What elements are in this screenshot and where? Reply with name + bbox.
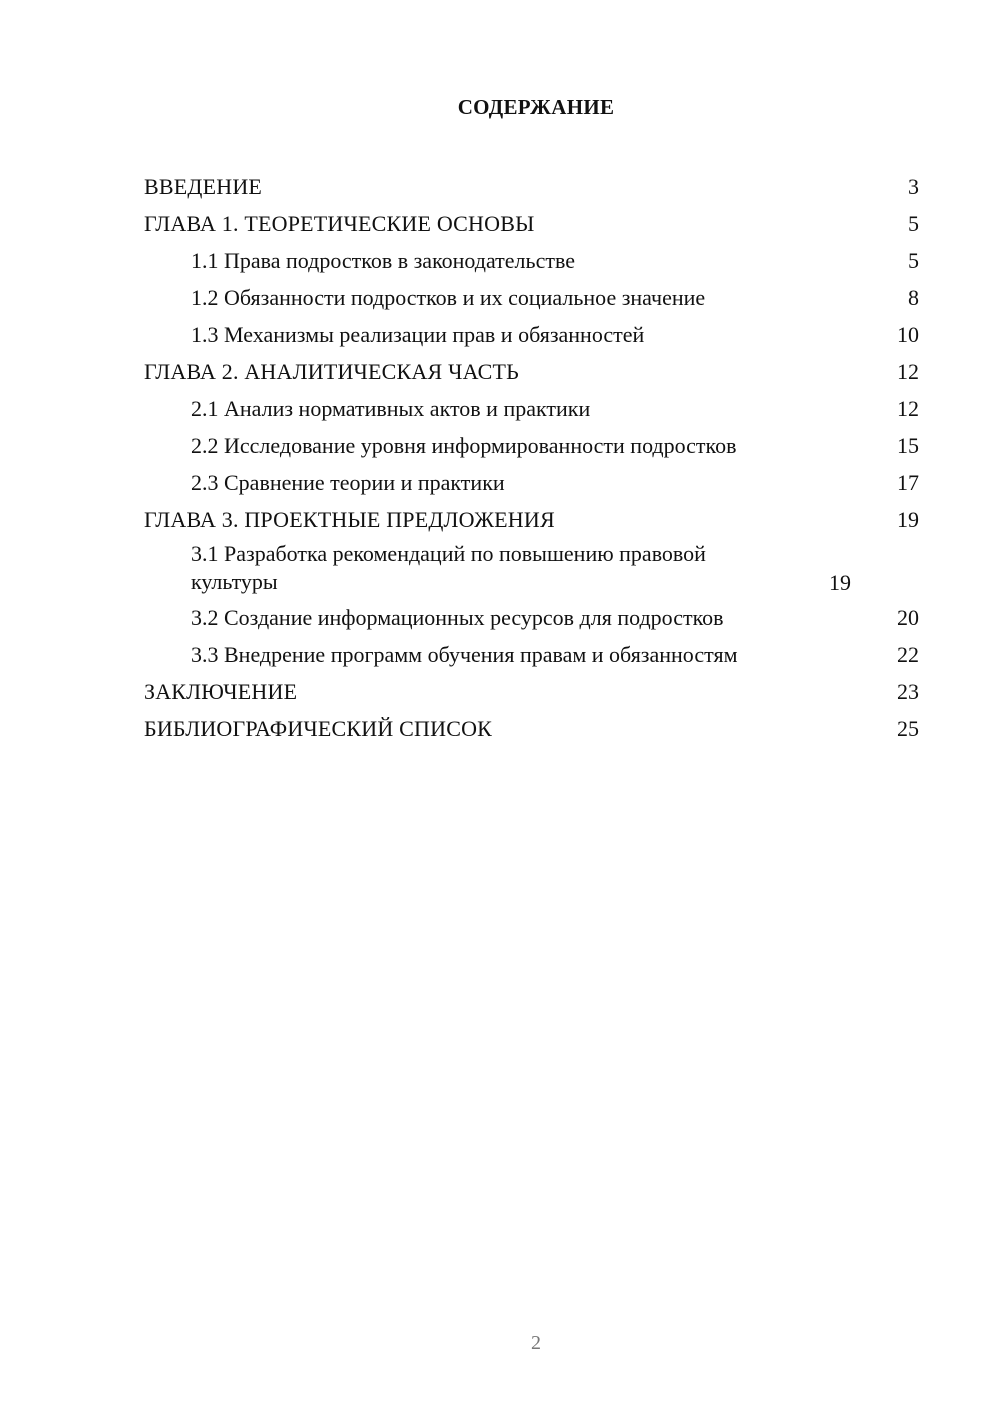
toc-entry-section-2-3[interactable] xyxy=(144,464,919,501)
toc-entry-label: 2.1 Анализ нормативных актов и практики xyxy=(191,396,591,421)
toc-entry-section-3-3[interactable] xyxy=(144,636,919,673)
toc-entry-section-2-1[interactable] xyxy=(144,390,919,427)
toc-entry-label: 3.3 Внедрение программ обучения правам и обязанностям xyxy=(191,642,738,667)
toc-entry-introduction[interactable] xyxy=(144,168,919,205)
toc-entry-page: 3 xyxy=(908,174,919,199)
toc-entry-section-3-1[interactable] xyxy=(144,538,919,599)
toc-entry-chapter-2[interactable] xyxy=(144,353,919,390)
toc-entry-page: 5 xyxy=(908,248,919,273)
toc-entry-label: 1.3 Механизмы реализации прав и обязанностей xyxy=(191,322,645,347)
toc-entry-page: 19 xyxy=(829,570,851,595)
toc-title: СОДЕРЖАНИЕ xyxy=(457,95,615,119)
toc-entry-label: ВВЕДЕНИЕ xyxy=(144,174,263,199)
toc-entry-label: ГЛАВА 3. ПРОЕКТНЫЕ ПРЕДЛОЖЕНИЯ xyxy=(144,507,555,532)
toc-entry-page: 12 xyxy=(897,359,919,384)
toc-entry-label: 2.2 Исследование уровня информированности подростков xyxy=(191,433,737,458)
toc-entry-label: ГЛАВА 1. ТЕОРЕТИЧЕСКИЕ ОСНОВЫ xyxy=(144,211,535,236)
toc-entry-section-3-2[interactable] xyxy=(144,599,919,636)
toc-entry-section-1-1[interactable] xyxy=(144,242,919,279)
toc-entry-label: 3.1 Разработка рекомендаций по повышению правовой культуры xyxy=(191,541,706,594)
toc-entry-page: 10 xyxy=(897,322,919,347)
toc-entry-chapter-1[interactable] xyxy=(144,205,919,242)
toc-entry-conclusion[interactable] xyxy=(144,673,919,710)
toc-entry-label: БИБЛИОГРАФИЧЕСКИЙ СПИСОК xyxy=(144,716,493,741)
toc-entry-page: 20 xyxy=(897,605,919,630)
toc-entry-page: 23 xyxy=(897,679,919,704)
toc-entry-page: 25 xyxy=(897,716,919,741)
toc-entry-label: ЗАКЛЮЧЕНИЕ xyxy=(144,679,298,704)
toc-entry-page: 8 xyxy=(908,285,919,310)
toc-entry-page: 17 xyxy=(897,470,919,495)
toc-entry-chapter-3[interactable] xyxy=(144,501,919,538)
toc-entry-page: 19 xyxy=(897,507,919,532)
toc-entry-section-1-2[interactable] xyxy=(144,279,919,316)
toc-entry-label: 3.2 Создание информационных ресурсов для подростков xyxy=(191,605,724,630)
toc-entry-page: 15 xyxy=(897,433,919,458)
toc-entry-label: 1.2 Обязанности подростков и их социальное значение xyxy=(191,285,706,310)
toc-entry-bibliography[interactable] xyxy=(144,710,919,747)
toc-entry-page: 5 xyxy=(908,211,919,236)
toc-entry-label: 1.1 Права подростков в законодательстве xyxy=(191,248,575,273)
table-of-contents xyxy=(144,168,919,747)
page-number: 2 xyxy=(531,1332,541,1354)
toc-entry-page: 12 xyxy=(897,396,919,421)
toc-entry-label: ГЛАВА 2. АНАЛИТИЧЕСКАЯ ЧАСТЬ xyxy=(144,359,519,384)
toc-entry-section-2-2[interactable] xyxy=(144,427,919,464)
toc-entry-section-1-3[interactable] xyxy=(144,316,919,353)
toc-entry-page: 22 xyxy=(897,642,919,667)
toc-entry-label: 2.3 Сравнение теории и практики xyxy=(191,470,505,495)
